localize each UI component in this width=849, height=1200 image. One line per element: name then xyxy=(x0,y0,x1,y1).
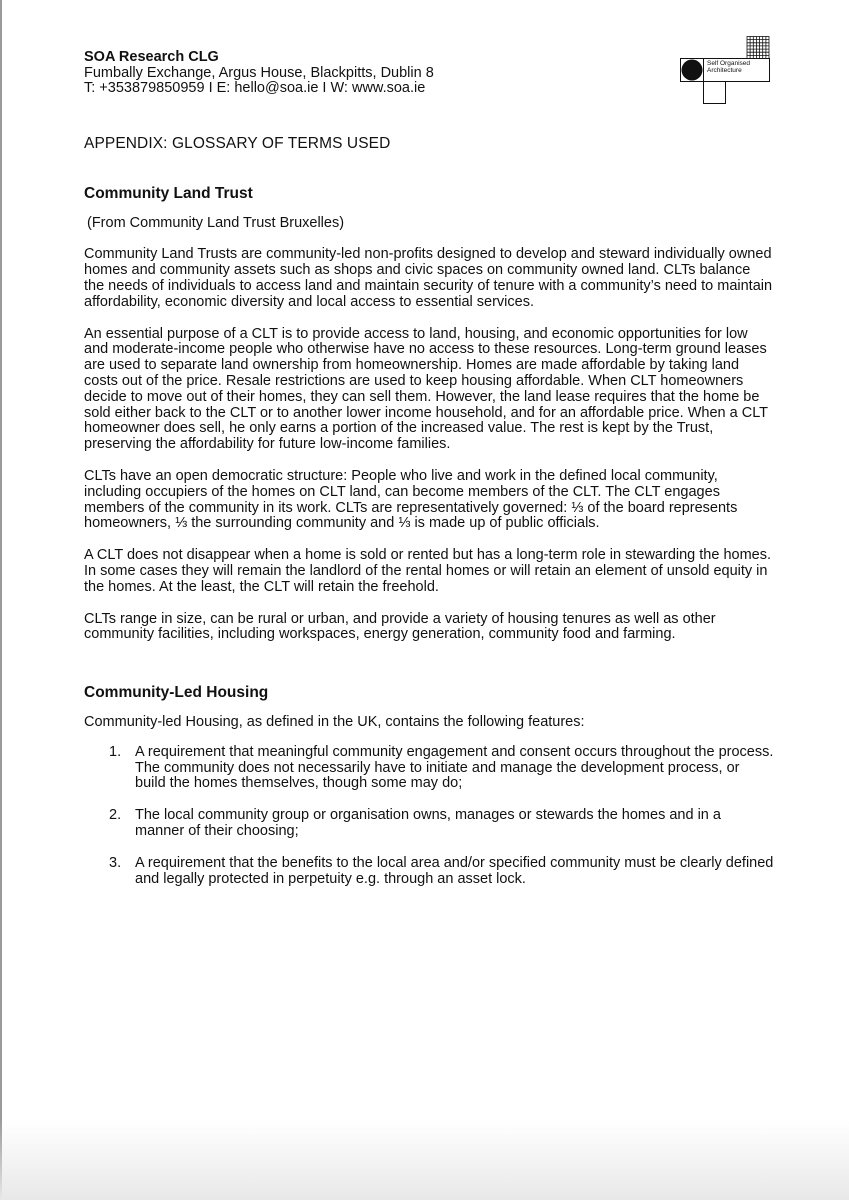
logo-text xyxy=(707,60,750,74)
section-title-clh: Community-Led Housing xyxy=(84,684,269,702)
page-bottom-shadow xyxy=(0,1120,849,1200)
list-item xyxy=(84,745,774,792)
list-item xyxy=(84,856,774,888)
clt-paragraph-5: CLTs range in size, can be rural or urban, and provide a variety of housing tenures as well as other community facilities, including workspaces, energy generation, community food and farming. xyxy=(84,610,716,643)
source-note: (From Community Land Trust Bruxelles) xyxy=(87,214,345,231)
logo-text-line2: Architecture xyxy=(707,67,742,74)
list-item-number: 1. xyxy=(109,743,122,760)
clt-paragraph-1: Community Land Trusts are community-led non-profits designed to develop and steward individually owned homes and community assets such as shops and civic spaces on community owned land. CLTs balance the needs of individuals to access land and maintain security of tenure with a community’s need to maintain affordability, economic diversity and local access to essential services. xyxy=(84,246,773,310)
list-item-number: 2. xyxy=(109,807,122,824)
section-community-led-housing xyxy=(84,685,774,887)
section-community-land-trust xyxy=(84,186,774,643)
page-edge xyxy=(0,0,2,1200)
soa-logo xyxy=(680,36,772,104)
org-address: Fumbally Exchange, Argus House, Blackpitts, Dublin 8 xyxy=(84,64,434,81)
clt-paragraph-4: A CLT does not disappear when a home is sold or rented but has a long-term role in stewarding the homes. In some cases they will remain the landlord of the rental homes or will retain an element of unsold equity in the homes. At the least, the CLT will retain the freehold. xyxy=(84,547,771,595)
list-item-text: A requirement that the benefits to the local area and/or specified community must be clearly defined and legally protected in perpetuity e.g. through an asset lock. xyxy=(135,854,774,887)
list-item-text: The local community group or organisation owns, manages or stewards the homes and in a manner of their choosing; xyxy=(135,807,721,839)
clt-paragraph-2: An essential purpose of a CLT is to provide access to land, housing, and economic opportunities for low and moderate-income people who otherwise have no access to these resources. Long-term ground leases are used to separate land ownership from homeownership. Homes are made affordable by taking land costs out of the price. Resale restrictions are used to keep housing affordable. When CLT homeowners decide to move out of their homes, they can sell them. However, the land lease requires that the home be sold either back to the CLT or to another lower income household, and for an affordable price. When a CLT homeowner does sell, he only earns a portion of the increased value. The rest is kept by the Trust, preserving the affordability for future low-income families. xyxy=(84,325,768,453)
logo-text-line1: Self Organised xyxy=(707,60,750,67)
clt-paragraph-3: CLTs have an open democratic structure: People who live and work in the defined local community, including occupiers of the homes on CLT land, can become members of the CLT. The CLT engages members of the community in its work. CLTs are representatively governed: ⅓ of the board represents homeowners, ⅓ the surrounding community and ⅓ is made up of public officials. xyxy=(84,467,738,532)
appendix-title: APPENDIX: GLOSSARY OF TERMS USED xyxy=(84,135,391,152)
list-item-number: 3. xyxy=(109,854,122,871)
org-contact: T: +353879850959 I E: hello@soa.ie I W: www.soa.ie xyxy=(84,80,426,96)
list-item-text: A requirement that meaningful community engagement and consent occurs throughout the process. The community does not necessarily have to initiate and manage the development process, or build the homes themselves, though some may do; xyxy=(135,743,774,792)
org-name: SOA Research CLG xyxy=(84,49,219,65)
letterhead xyxy=(84,50,434,97)
section-title-clt: Community Land Trust xyxy=(84,184,253,202)
clh-intro: Community-led Housing, as defined in the UK, contains the following features: xyxy=(84,713,585,730)
feature-list xyxy=(84,745,774,888)
list-item xyxy=(84,808,774,840)
document-body xyxy=(84,136,774,903)
